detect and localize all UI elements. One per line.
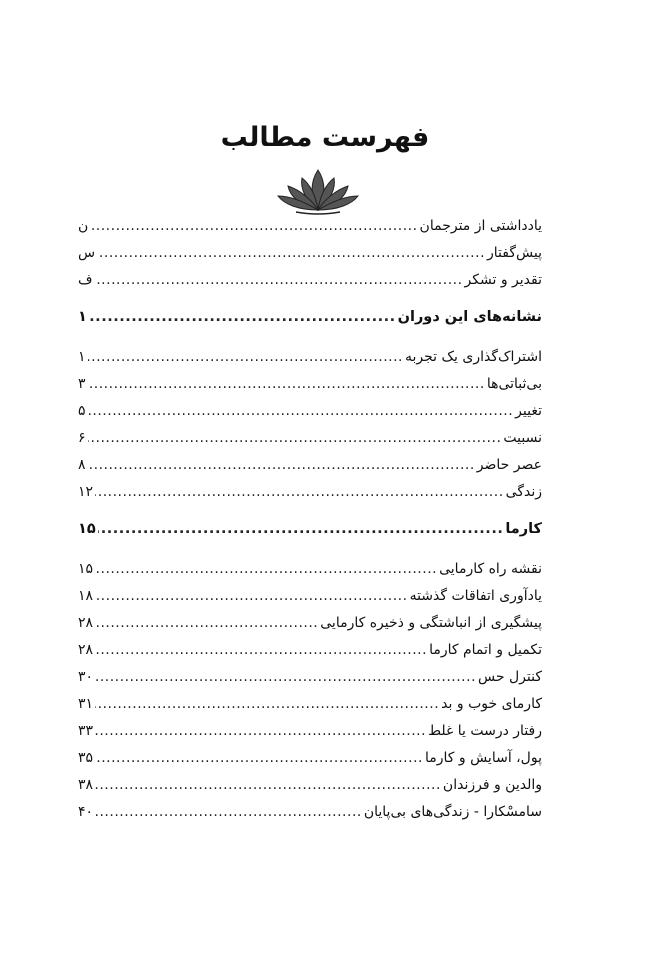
- dot-leader: [95, 484, 504, 500]
- toc-page-number: ۱۲: [78, 484, 94, 500]
- dot-leader: [95, 615, 318, 631]
- toc-section-heading: [78, 309, 542, 339]
- toc-entry-title: رفتار درست یا غلط: [428, 723, 542, 739]
- toc-entry: [78, 804, 542, 831]
- page-title: فهرست مطالب: [220, 122, 430, 153]
- dot-leader: [95, 272, 463, 288]
- toc-entry-title: کارما: [505, 521, 542, 537]
- toc-entry-title: زندگی: [505, 484, 542, 500]
- toc-page-number: ۳: [78, 376, 86, 392]
- toc-entry-title: یادآوری اتفاقات گذشته: [409, 588, 542, 604]
- toc-page-number: ف: [78, 272, 93, 288]
- table-of-contents: [78, 218, 542, 831]
- toc-entry-title: نقشه راه کارمایی: [439, 561, 542, 577]
- toc-entry-title: والدین و فرزندان: [442, 777, 542, 793]
- toc-entry: [78, 457, 542, 484]
- toc-entry: [78, 615, 542, 642]
- toc-entry-title: کارمای خوب و بد: [441, 696, 542, 712]
- toc-page-number: ۳۱: [78, 696, 94, 712]
- dot-leader: [88, 457, 475, 473]
- toc-page-number: ۲۸: [78, 615, 94, 631]
- dot-leader: [89, 309, 396, 325]
- toc-page-number: ۳۵: [78, 750, 94, 766]
- toc-entry: [78, 218, 542, 245]
- toc-page-number: ۱۸: [78, 588, 94, 604]
- toc-page-number: ۸: [78, 457, 86, 473]
- dot-leader: [95, 642, 427, 658]
- toc-page-number: ۲۸: [78, 642, 94, 658]
- dot-leader: [95, 804, 362, 820]
- toc-entry-title: نشانه‌های این دوران: [397, 309, 542, 325]
- toc-page-number: ۱: [78, 309, 87, 325]
- toc-page-number: ۳۳: [78, 723, 94, 739]
- toc-page-number: ۱: [78, 349, 86, 365]
- toc-entry-title: کنترل حس: [478, 669, 542, 685]
- dot-leader: [95, 588, 408, 604]
- toc-entry: [78, 484, 542, 511]
- spacer: [78, 339, 542, 349]
- toc-entry-title: تغییر: [515, 403, 542, 419]
- toc-entry-title: بی‌ثباتی‌ها: [486, 376, 542, 392]
- toc-section-heading: [78, 521, 542, 551]
- dot-leader: [95, 561, 437, 577]
- spacer: [78, 551, 542, 561]
- spacer: [78, 299, 542, 309]
- toc-entry-title: اشتراک‌گذاری یک تجربه: [405, 349, 542, 365]
- dot-leader: [97, 245, 485, 261]
- toc-page-number: ۴۰: [78, 804, 94, 820]
- toc-entry: [78, 588, 542, 615]
- toc-entry: [78, 430, 542, 457]
- dot-leader: [98, 521, 504, 537]
- toc-page-number: ۵: [78, 403, 86, 419]
- dot-leader: [95, 777, 441, 793]
- dot-leader: [95, 750, 423, 766]
- toc-entry-title: سامسْکارا - زندگی‌های بی‌پایان: [363, 804, 542, 820]
- toc-page-number: ۱۵: [78, 521, 96, 537]
- toc-entry: [78, 723, 542, 750]
- toc-entry: [78, 696, 542, 723]
- dot-leader: [88, 403, 514, 419]
- toc-entry: [78, 669, 542, 696]
- toc-entry-title: یادداشتی از مترجمان: [419, 218, 542, 234]
- toc-entry: [78, 642, 542, 669]
- toc-entry: [78, 750, 542, 777]
- toc-entry-title: عصر حاضر: [476, 457, 542, 473]
- dot-leader: [90, 218, 417, 234]
- toc-entry-title: پیشگیری از انباشتگی و ذخیره کارمایی: [320, 615, 542, 631]
- toc-entry: [78, 376, 542, 403]
- lotus-icon: [276, 166, 360, 216]
- toc-entry: [78, 403, 542, 430]
- toc-entry: [78, 777, 542, 804]
- toc-page-number: ۳۰: [78, 669, 94, 685]
- dot-leader: [88, 376, 485, 392]
- toc-entry-title: تقدیر و تشکر: [464, 272, 542, 288]
- dot-leader: [88, 430, 502, 446]
- toc-entry-title: تکمیل و اتمام کارما: [429, 642, 542, 658]
- toc-entry-title: پول، آسایش و کارما: [424, 750, 542, 766]
- toc-entry: [78, 245, 542, 272]
- toc-entry: [78, 561, 542, 588]
- dot-leader: [95, 723, 426, 739]
- toc-entry: [78, 272, 542, 299]
- dot-leader: [95, 669, 476, 685]
- toc-page-number: ۶: [78, 430, 86, 446]
- toc-page-number: س: [78, 245, 96, 261]
- toc-entry-title: نسبیت: [503, 430, 542, 446]
- dot-leader: [88, 349, 403, 365]
- toc-entry-title: پیش‌گفتار: [487, 245, 542, 261]
- toc-page-number: ۳۸: [78, 777, 94, 793]
- spacer: [78, 511, 542, 521]
- toc-entry: [78, 349, 542, 376]
- toc-page-number: ۱۵: [78, 561, 94, 577]
- toc-page-number: ن: [78, 218, 89, 234]
- dot-leader: [95, 696, 439, 712]
